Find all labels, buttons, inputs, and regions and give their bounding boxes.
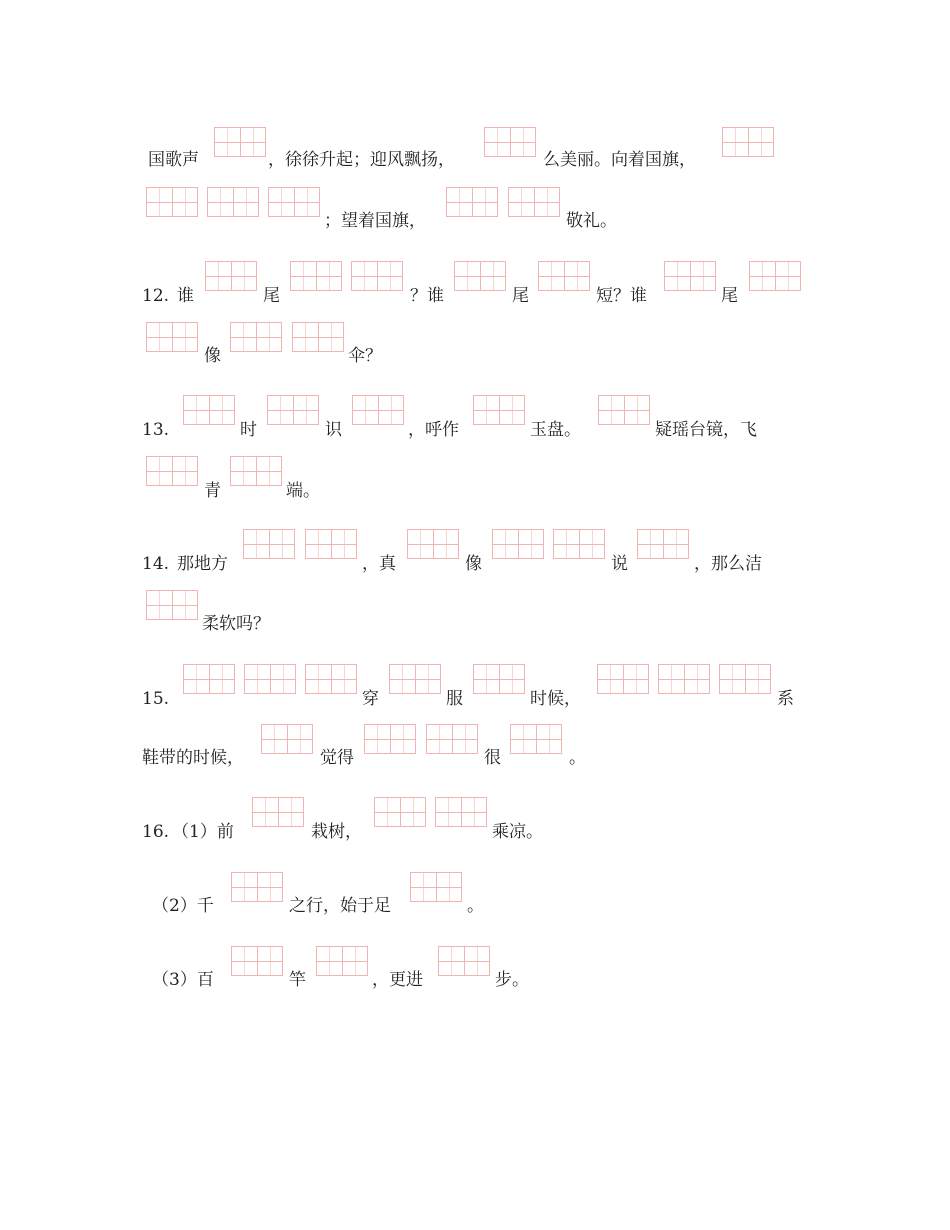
pinyin-box[interactable]	[351, 261, 403, 291]
q11-text-5: 敬礼。	[566, 211, 617, 231]
pinyin-box[interactable]	[553, 529, 605, 559]
pinyin-box[interactable]	[146, 322, 198, 352]
pinyin-box[interactable]	[268, 187, 320, 217]
q12-text: ？谁	[410, 286, 444, 306]
q15-text: 穿	[362, 689, 379, 709]
q14-text: 那地方	[177, 554, 228, 574]
pinyin-box[interactable]	[407, 529, 459, 559]
q15-text: 鞋带的时候，	[142, 748, 244, 768]
q12-text: 短？谁	[596, 286, 647, 306]
pinyin-box[interactable]	[508, 187, 560, 217]
pinyin-box[interactable]	[719, 664, 771, 694]
q16-text: （2）千	[152, 896, 214, 916]
pinyin-box[interactable]	[267, 395, 319, 425]
pinyin-box[interactable]	[243, 529, 295, 559]
q14-text: 柔软吗？	[202, 614, 270, 634]
pinyin-box[interactable]	[244, 664, 296, 694]
q16-text: ，更进	[372, 970, 423, 990]
pinyin-box[interactable]	[305, 664, 357, 694]
pinyin-box[interactable]	[183, 395, 235, 425]
pinyin-box[interactable]	[183, 664, 235, 694]
pinyin-box[interactable]	[214, 127, 266, 157]
q15-text: 系	[777, 689, 794, 709]
q12-text: 尾	[263, 286, 280, 306]
pinyin-box[interactable]	[364, 724, 416, 754]
q16-text: 之行，始于足	[289, 896, 391, 916]
pinyin-box[interactable]	[473, 664, 525, 694]
q12-text: 伞？	[348, 346, 382, 366]
q16-text: （1）前	[172, 822, 234, 842]
pinyin-box[interactable]	[438, 946, 490, 976]
pinyin-box[interactable]	[484, 127, 536, 157]
pinyin-box[interactable]	[658, 664, 710, 694]
pinyin-box[interactable]	[205, 261, 257, 291]
q15-text: 很	[484, 748, 501, 768]
q13-text: 识	[325, 420, 342, 440]
q16-text: 竿	[289, 970, 306, 990]
q12-text: 谁	[177, 286, 194, 306]
q16-text: （3）百	[152, 970, 214, 990]
q16-text: 。	[467, 896, 484, 916]
q16-text: 栽树，	[311, 822, 362, 842]
q11-text-2: ，徐徐升起；迎风飘扬，	[268, 150, 455, 170]
pinyin-box[interactable]	[146, 187, 198, 217]
q11-text-1: 国歌声	[148, 150, 199, 170]
q13-text: 时	[240, 420, 257, 440]
pinyin-box[interactable]	[352, 395, 404, 425]
pinyin-box[interactable]	[722, 127, 774, 157]
q16-number: 16.	[142, 822, 170, 842]
pinyin-box[interactable]	[230, 322, 282, 352]
pinyin-box[interactable]	[292, 322, 344, 352]
q12-text: 尾	[721, 286, 738, 306]
q15-number: 15.	[142, 689, 170, 709]
q15-text: 。	[569, 748, 586, 768]
pinyin-box[interactable]	[473, 395, 525, 425]
q12-text: 尾	[512, 286, 529, 306]
q12-text: 像	[204, 346, 221, 366]
pinyin-box[interactable]	[146, 590, 198, 620]
pinyin-box[interactable]	[231, 872, 283, 902]
q12-number: 12.	[142, 286, 170, 306]
pinyin-box[interactable]	[637, 529, 689, 559]
pinyin-box[interactable]	[410, 872, 462, 902]
q13-text: 青	[204, 481, 221, 501]
pinyin-box[interactable]	[290, 261, 342, 291]
pinyin-box[interactable]	[146, 456, 198, 486]
pinyin-box[interactable]	[454, 261, 506, 291]
pinyin-box[interactable]	[305, 529, 357, 559]
pinyin-box[interactable]	[230, 456, 282, 486]
pinyin-box[interactable]	[492, 529, 544, 559]
q15-text: 服	[446, 689, 463, 709]
q14-text: ，那么洁	[694, 554, 762, 574]
q14-text: 像	[465, 554, 482, 574]
pinyin-box[interactable]	[597, 664, 649, 694]
q15-text: 时候，	[530, 689, 581, 709]
q16-text: 乘凉。	[492, 822, 543, 842]
q11-text-3: 么美丽。向着国旗，	[543, 150, 696, 170]
pinyin-box[interactable]	[316, 946, 368, 976]
pinyin-box[interactable]	[374, 797, 426, 827]
pinyin-box[interactable]	[749, 261, 801, 291]
q13-text: 端。	[286, 481, 320, 501]
pinyin-box[interactable]	[261, 724, 313, 754]
q13-text: ，呼作	[408, 420, 459, 440]
q11-text-4: ；望着国旗，	[324, 211, 426, 231]
q15-text: 觉得	[320, 748, 354, 768]
pinyin-box[interactable]	[252, 797, 304, 827]
q14-number: 14.	[142, 554, 170, 574]
pinyin-box[interactable]	[538, 261, 590, 291]
q13-number: 13.	[142, 420, 170, 440]
q13-text: 疑瑶台镜，飞	[655, 420, 757, 440]
pinyin-box[interactable]	[389, 664, 441, 694]
pinyin-box[interactable]	[207, 187, 259, 217]
q16-text: 步。	[495, 970, 529, 990]
pinyin-box[interactable]	[598, 395, 650, 425]
q14-text: 说	[611, 554, 628, 574]
q13-text: 玉盘。	[530, 420, 581, 440]
pinyin-box[interactable]	[510, 724, 562, 754]
pinyin-box[interactable]	[664, 261, 716, 291]
q14-text: ，真	[362, 554, 396, 574]
pinyin-box[interactable]	[426, 724, 478, 754]
pinyin-box[interactable]	[231, 946, 283, 976]
pinyin-box[interactable]	[446, 187, 498, 217]
pinyin-box[interactable]	[435, 797, 487, 827]
